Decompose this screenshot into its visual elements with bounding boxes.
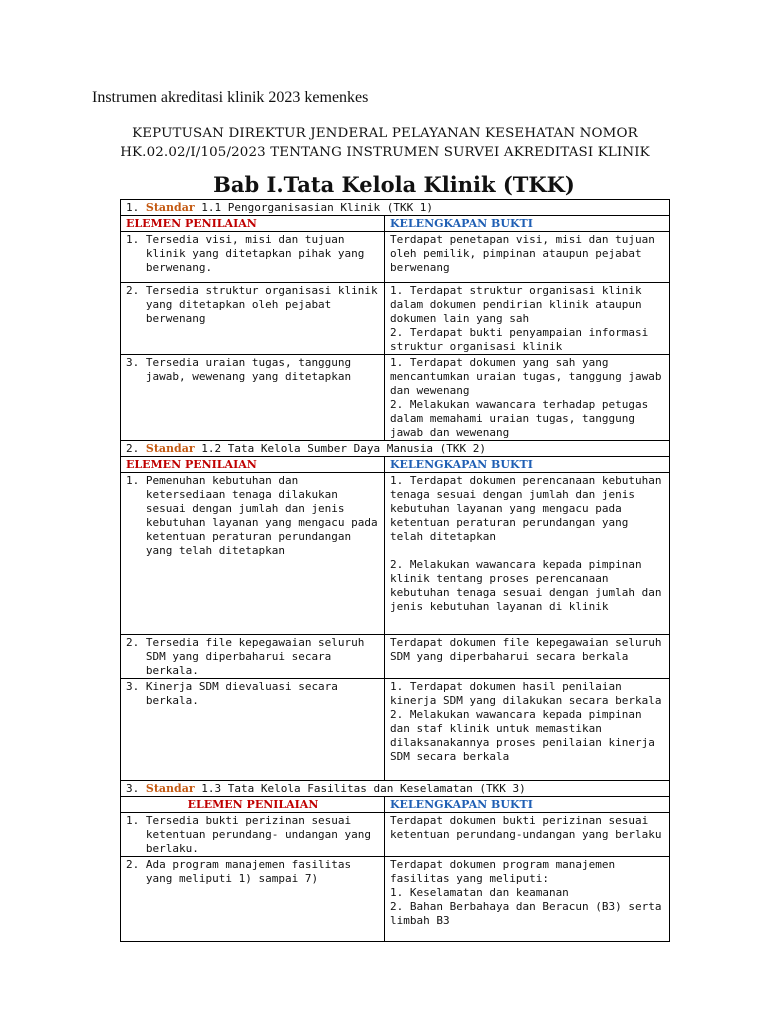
header-row	[121, 457, 670, 473]
tkk-table	[120, 199, 670, 942]
elemen-cell: 2. Tersedia file kepegawaian seluruh SDM yang diperbaharui secara berkala.	[121, 635, 385, 679]
bukti-cell: Terdapat dokumen bukti perizinan sesuai ketentuan perundang-undangan yang berlaku	[385, 813, 670, 857]
elemen-header: ELEMEN PENILAIAN	[121, 797, 385, 813]
elemen-cell: 2. Ada program manajemen fasilitas yang meliputi 1) sampai 7)	[121, 857, 385, 942]
table-row	[121, 355, 670, 441]
bukti-cell: 1. Terdapat dokumen hasil penilaian kinerja SDM yang dilakukan secara berkala 2. Melakukan wawancara kepada pimpinan dan staf klinik untuk memastikan dilaksanakannya proses penilaian kinerja SDM secara berkala	[385, 679, 670, 781]
bukti-header: KELENGKAPAN BUKTI	[385, 797, 670, 813]
standard-keyword: Standar	[145, 782, 195, 795]
elemen-cell: 1. Tersedia bukti perizinan sesuai ketentuan perundang- undangan yang berlaku.	[121, 813, 385, 857]
standard-row-2	[121, 441, 670, 457]
standard-keyword: Standar	[145, 201, 195, 214]
standard-heading: 2. Standar 1.2 Tata Kelola Sumber Daya Manusia (TKK 2)	[121, 441, 670, 457]
standard-heading: 3. Standar 1.3 Tata Kelola Fasilitas dan Keselamatan (TKK 3)	[121, 781, 670, 797]
decree-heading	[60, 124, 710, 162]
table-row	[121, 283, 670, 355]
elemen-cell: 3. Kinerja SDM dievaluasi secara berkala.	[121, 679, 385, 781]
table-row	[121, 813, 670, 857]
elemen-header: ELEMEN PENILAIAN	[121, 216, 385, 232]
bukti-cell: Terdapat penetapan visi, misi dan tujuan oleh pemilik, pimpinan ataupun pejabat berwenang	[385, 232, 670, 283]
bukti-cell: Terdapat dokumen file kepegawaian seluruh SDM yang diperbaharui secara berkala	[385, 635, 670, 679]
elemen-cell: 1. Tersedia visi, misi dan tujuan klinik yang ditetapkan pihak yang berwenang.	[121, 232, 385, 283]
chapter-title: Bab I.Tata Kelola Klinik (TKK)	[213, 172, 575, 197]
table-row	[121, 635, 670, 679]
table-row	[121, 473, 670, 635]
elemen-cell: 3. Tersedia uraian tugas, tanggung jawab, wewenang yang ditetapkan	[121, 355, 385, 441]
standard-keyword: Standar	[145, 442, 195, 455]
elemen-cell: 2. Tersedia struktur organisasi klinik yang ditetapkan oleh pejabat berwenang	[121, 283, 385, 355]
decree-line-1: KEPUTUSAN DIREKTUR JENDERAL PELAYANAN KESEHATAN NOMOR	[132, 126, 638, 141]
table-row	[121, 679, 670, 781]
standard-row-3	[121, 781, 670, 797]
bukti-header: KELENGKAPAN BUKTI	[385, 457, 670, 473]
bukti-cell: 1. Terdapat struktur organisasi klinik dalam dokumen pendirian klinik ataupun dokumen lain yang sah 2. Terdapat bukti penyampaian informasi struktur organisasi klinik	[385, 283, 670, 355]
standard-row-1	[121, 200, 670, 216]
decree-line-2: HK.02.02/I/105/2023 TENTANG INSTRUMEN SURVEI AKREDITASI KLINIK	[120, 145, 650, 160]
document-title: Instrumen akreditasi klinik 2023 kemenkes	[92, 89, 369, 106]
header-row	[121, 216, 670, 232]
bukti-cell: Terdapat dokumen program manajemen fasilitas yang meliputi: 1. Keselamatan dan keamanan 2. Bahan Berbahaya dan Beracun (B3) serta limbah B3	[385, 857, 670, 942]
bukti-cell: 1. Terdapat dokumen yang sah yang mencantumkan uraian tugas, tanggung jawab dan wewenang 2. Melakukan wawancara terhadap petugas dalam memahami uraian tugas, tanggung jawab dan wewenang	[385, 355, 670, 441]
bukti-header: KELENGKAPAN BUKTI	[385, 216, 670, 232]
table-row	[121, 232, 670, 283]
bukti-cell: 1. Terdapat dokumen perencanaan kebutuhan tenaga sesuai dengan jumlah dan jenis kebutuhan layanan yang mengacu pada ketentuan peraturan perundangan yang telah ditetapkan 2. Melakukan wawancara kepada pimpinan klinik tentang proses perencanaan kebutuhan tenaga sesuai dengan jumlah dan jenis kebutuhan layanan di klinik	[385, 473, 670, 635]
elemen-header: ELEMEN PENILAIAN	[121, 457, 385, 473]
header-row	[121, 797, 670, 813]
elemen-cell: 1. Pemenuhan kebutuhan dan ketersediaan tenaga dilakukan sesuai dengan jumlah dan jenis kebutuhan layanan yang mengacu pada ketentuan peraturan perundangan yang telah ditetapkan	[121, 473, 385, 635]
table-row	[121, 857, 670, 942]
standard-heading: 1. Standar 1.1 Pengorganisasian Klinik (TKK 1)	[121, 200, 670, 216]
